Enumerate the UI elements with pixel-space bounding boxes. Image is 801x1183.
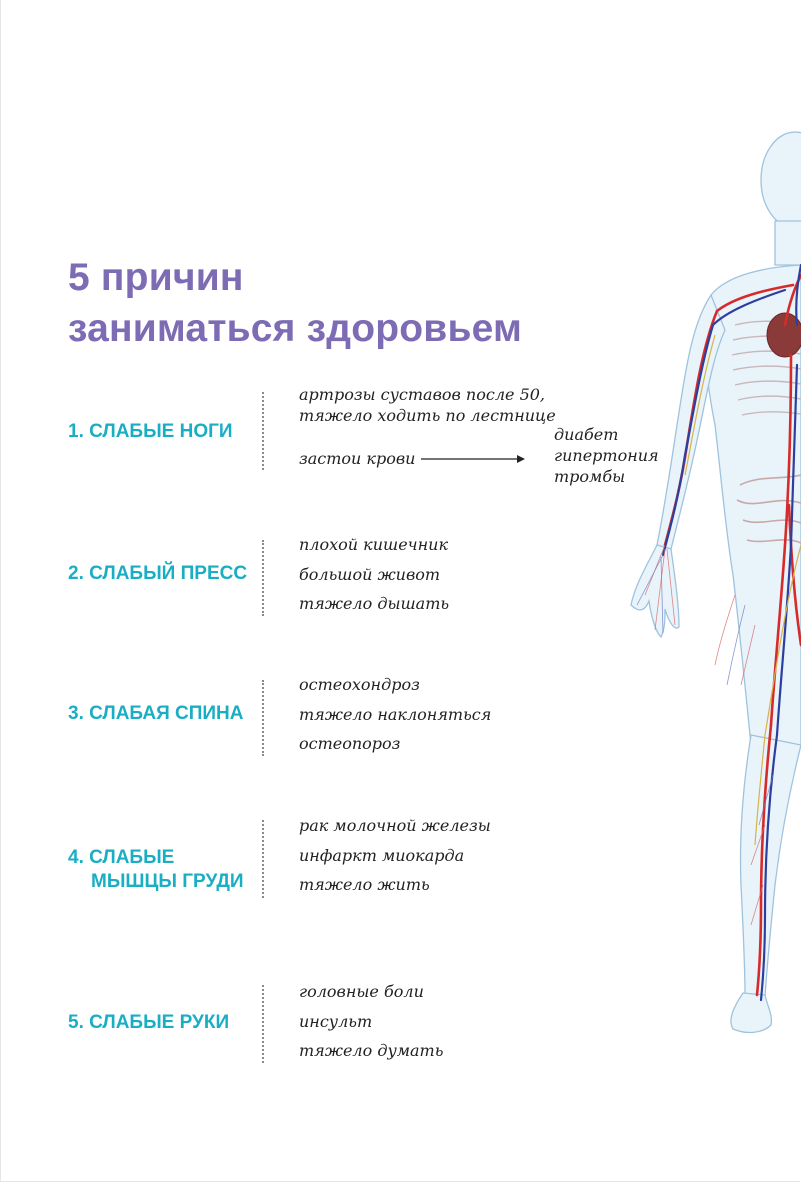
consequence-diabetes: диабет [554, 425, 619, 444]
cause-2-divider [262, 540, 264, 616]
cause-5-effect-3: тяжело думать [299, 1041, 444, 1060]
cause-2-label: 2. СЛАБЫЙ ПРЕСС [68, 563, 248, 584]
cause-4-effect-2: инфаркт миокарда [299, 845, 465, 865]
cause-3-effect-1: остеохондроз [299, 675, 420, 694]
cause-1-label: 1. СЛАБЫЕ НОГИ [68, 421, 233, 442]
cause-4-label [68, 846, 244, 894]
cause-4-label-line-1: 4. СЛАБЫЕ [68, 847, 175, 868]
cause-2-effects [299, 534, 449, 623]
cause-2-effect-1: плохой кишечник [299, 535, 449, 554]
cause-5-effects [299, 981, 443, 1070]
cause-4-effects [299, 815, 491, 904]
cause-1-effect-3: застои крови [299, 449, 416, 468]
cause-4-effect-1: рак молочной железы [299, 816, 491, 835]
cause-1-effect-1: артрозы суставов после 50, [299, 385, 546, 404]
consequence-hypertension: гипертония [554, 446, 659, 465]
cause-1-divider [262, 392, 264, 470]
cause-3-effects [299, 674, 491, 763]
cause-3-label: 3. СЛАБАЯ СПИНА [68, 703, 244, 724]
consequence-thrombosis: тромбы [554, 467, 626, 486]
cause-1-effect-2: тяжело ходить по лестнице [299, 406, 556, 425]
title-line-2: заниматься здоровьем [68, 307, 523, 350]
cause-5-divider [262, 985, 264, 1063]
cause-3-effect-2: тяжело наклоняться [299, 704, 492, 724]
cause-3-effect-3: остеопороз [299, 734, 401, 753]
cause-2-effect-3: тяжело дышать [299, 594, 450, 613]
cause-4-effect-3: тяжело жить [299, 875, 430, 894]
arrow-right-icon [421, 452, 525, 466]
cause-2-effect-2: большой живот [299, 564, 441, 584]
cause-3-divider [262, 680, 264, 756]
cause-4-divider [262, 820, 264, 898]
cause-5-label: 5. СЛАБЫЕ РУКИ [68, 1012, 230, 1033]
page-title [68, 252, 522, 354]
cause-5-effect-1: головные боли [299, 982, 424, 1001]
cause-5-effect-2: инсульт [299, 1011, 373, 1031]
cause-4-label-line-2: МЫШЦЫ ГРУДИ [91, 871, 244, 892]
title-line-1: 5 причин [68, 256, 244, 299]
circulatory-system-illustration [615, 125, 801, 1045]
